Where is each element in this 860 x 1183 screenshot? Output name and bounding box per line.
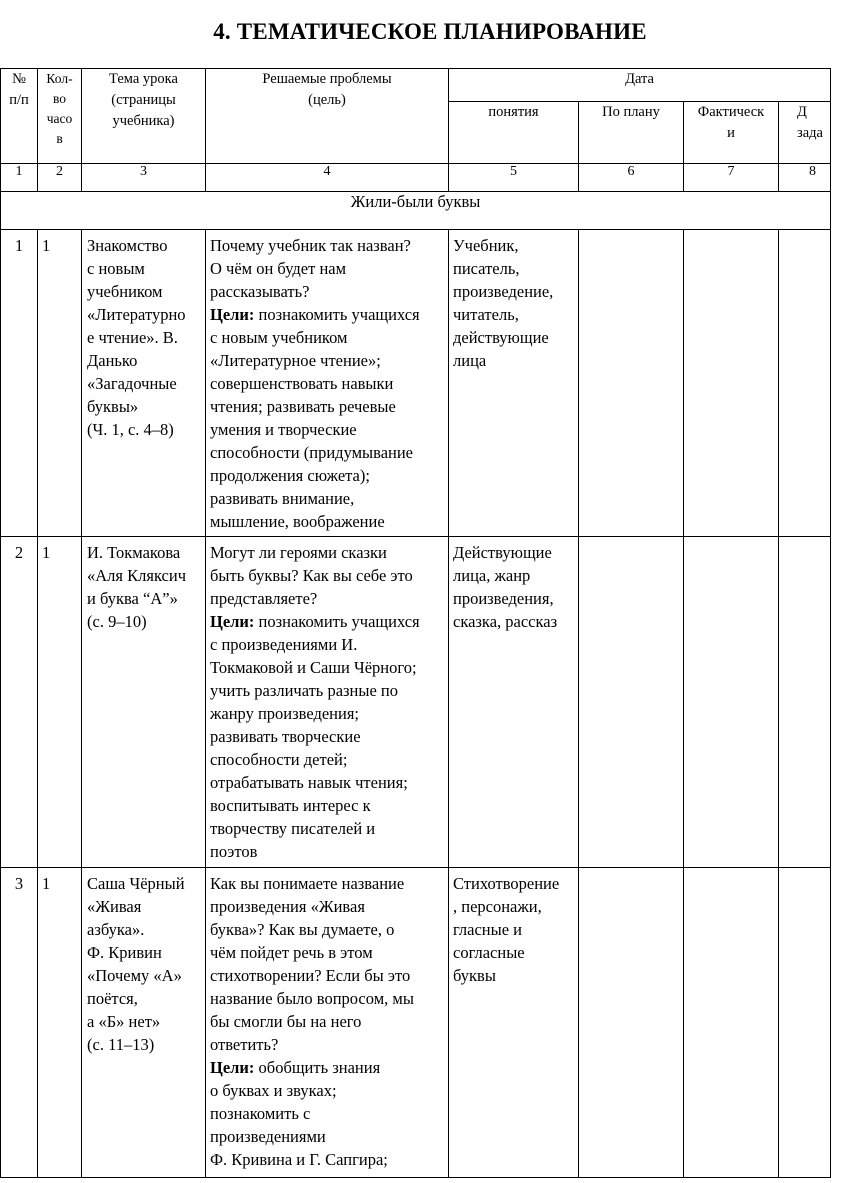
goal-label: Цели: [210, 305, 255, 324]
column-number: 6 [579, 164, 684, 192]
header-date: Дата [449, 69, 831, 102]
row-fact-date [684, 537, 779, 868]
row-concepts: Действующие лица, жанр произведения, сказка, рассказ [449, 537, 579, 868]
header-topic: Тема урока (страницы учебника) [82, 69, 206, 164]
header-problems: Решаемые проблемы (цель) [206, 69, 449, 164]
column-number: 8 [779, 164, 831, 192]
row-concepts: Учебник, писатель, произведение, читатель, действующие лица [449, 230, 579, 537]
header-row-top [1, 69, 831, 102]
goal-label: Цели: [210, 612, 255, 631]
column-number: 3 [82, 164, 206, 192]
row-homework [779, 868, 831, 1178]
row-number: 1 [1, 230, 38, 537]
row-topic: Знакомство с новым учебником «Литературно е чтение». В. Данько «Загадочные буквы» (Ч. 1, с. 4–8) [82, 230, 206, 537]
row-goal: Почему учебник так назван? О чём он будет нам рассказывать? Цели: познакомить учащихся с новым учебником «Литературное чтение»; совершенствовать навыки чтения; развивать речевые умения и творческие способности (придумывание продолжения сюжета); развивать внимание, мышление, воображение [206, 230, 449, 537]
column-number: 5 [449, 164, 579, 192]
header-homework: Д зада [779, 102, 831, 164]
row-number: 2 [1, 537, 38, 868]
row-homework [779, 230, 831, 537]
row-goal: Могут ли героями сказки быть буквы? Как вы себе это представляете? Цели: познакомить учащихся с произведениями И. Токмаковой и Саши Чёрного; учить различать разные по жанру произведения; развивать творческие способности детей; отрабатывать навык чтения; воспитывать интерес к творчеству писателей и поэтов [206, 537, 449, 868]
header-num: № п/п [1, 69, 38, 164]
row-hours: 1 [38, 537, 82, 868]
section-row [1, 192, 831, 230]
row-fact-date [684, 868, 779, 1178]
column-number: 7 [684, 164, 779, 192]
header-hours: Кол- во часо в [38, 69, 82, 164]
header-plan: По плану [579, 102, 684, 164]
planning-table [0, 68, 831, 1178]
header-concepts: понятия [449, 102, 579, 164]
row-plan-date [579, 537, 684, 868]
row-concepts: Стихотворение , персонажи, гласные и согласные буквы [449, 868, 579, 1178]
column-number: 2 [38, 164, 82, 192]
row-topic: Саша Чёрный «Живая азбука». Ф. Кривин «Почему «А» поётся, а «Б» нет» (с. 11–13) [82, 868, 206, 1178]
row-hours: 1 [38, 868, 82, 1178]
goal-label: Цели: [210, 1058, 255, 1077]
row-fact-date [684, 230, 779, 537]
row-goal: Как вы понимаете название произведения «Живая буква»? Как вы думаете, о чём пойдет речь в этом стихотворении? Если бы это название было вопросом, мы бы смогли бы на него ответить? Цели: обобщить знания о буквах и звуках; познакомить с произведениями Ф. Кривина и Г. Сапгира; [206, 868, 449, 1178]
column-numbers-row [1, 164, 831, 192]
page-title: 4. ТЕМАТИЧЕСКОЕ ПЛАНИРОВАНИЕ [213, 19, 647, 44]
row-plan-date [579, 230, 684, 537]
table-row [1, 230, 831, 537]
header-fact: Фактическ и [684, 102, 779, 164]
row-homework [779, 537, 831, 868]
section-title: Жили-были буквы [1, 192, 831, 230]
row-topic: И. Токмакова «Аля Кляксич и буква “А”» (с. 9–10) [82, 537, 206, 868]
column-number: 1 [1, 164, 38, 192]
table-row [1, 868, 831, 1178]
table-row [1, 537, 831, 868]
row-number: 3 [1, 868, 38, 1178]
row-hours: 1 [38, 230, 82, 537]
column-number: 4 [206, 164, 449, 192]
row-plan-date [579, 868, 684, 1178]
